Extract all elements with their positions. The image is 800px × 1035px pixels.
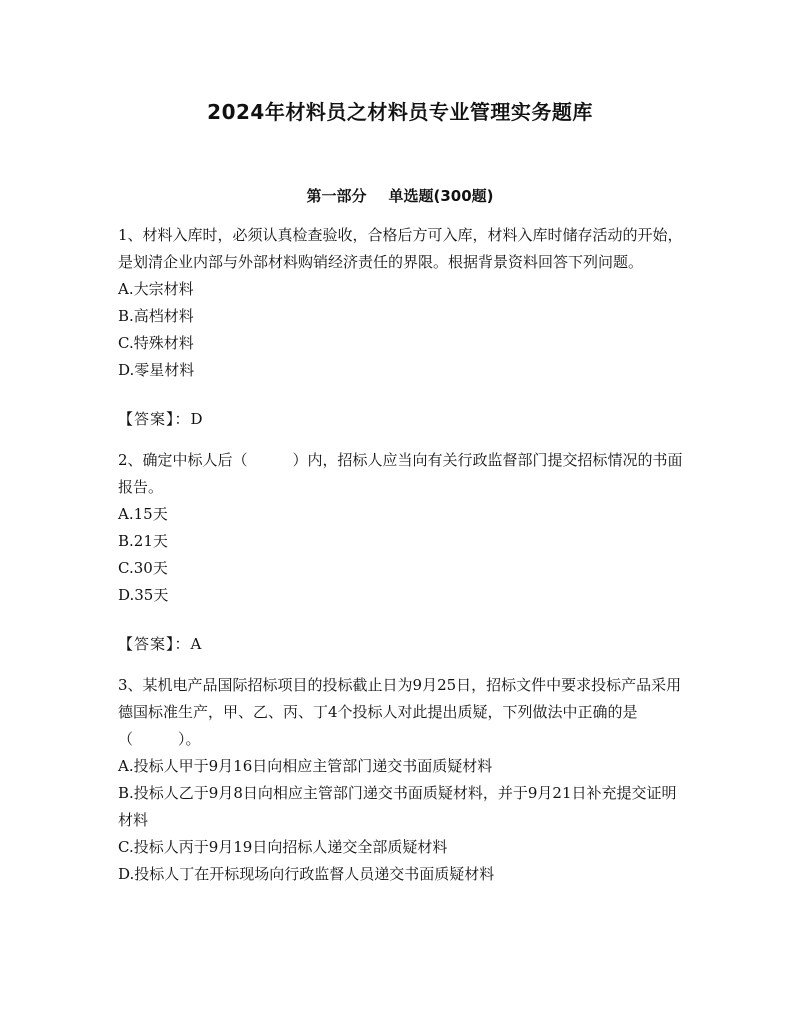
document-title: 2024年材料员之材料员专业管理实务题库: [207, 100, 593, 124]
question-stem: 2、确定中标人后（ ）内，招标人应当向有关行政监督部门提交招标情况的书面报告。: [118, 451, 683, 496]
option-c: C.30天: [118, 559, 168, 577]
option-b: B.21天: [118, 532, 168, 550]
option-a: A.大宗材料: [118, 280, 194, 298]
section-part: 第一部分: [306, 187, 367, 205]
option-d: D.35天: [118, 586, 169, 604]
option-b: B.高档材料: [118, 307, 194, 325]
answer-value: A: [190, 635, 202, 653]
option-c: C.投标人丙于9月19日向招标人递交全部质疑材料: [118, 838, 448, 856]
question-2: [118, 447, 688, 658]
question-stem: 1、材料入库时，必须认真检查验收，合格后方可入库，材料入库时储存活动的开始，是划清企业内部与外部材料购销经济责任的界限。根据背景资料回答下列问题。: [118, 226, 683, 271]
answer-line: [118, 406, 688, 433]
option-c: C.特殊材料: [118, 334, 194, 352]
question-list: [118, 222, 688, 888]
option-d: D.投标人丁在开标现场向行政监督人员递交书面质疑材料: [118, 865, 495, 883]
question-stem: 3、某机电产品国际招标项目的投标截止日为9月25日，招标文件中要求投标产品采用德国标准生产，甲、乙、丙、丁4个投标人对此提出质疑，下列做法中正确的是（ ）。: [118, 676, 682, 748]
option-a: A.投标人甲于9月16日向相应主管部门递交书面质疑材料: [118, 757, 493, 775]
option-a: A.15天: [118, 505, 168, 523]
answer-value: D: [190, 410, 203, 428]
section-heading: [0, 185, 800, 206]
answer-label: 【答案】：: [118, 635, 191, 653]
question-1: [118, 222, 688, 433]
section-name: 单选题(300题): [388, 187, 494, 205]
answer-label: 【答案】：: [118, 410, 191, 428]
option-d: D.零星材料: [118, 361, 195, 379]
question-3: [118, 672, 688, 888]
option-b: B.投标人乙于9月8日向相应主管部门递交书面质疑材料，并于9月21日补充提交证明材料: [118, 784, 677, 829]
answer-line: [118, 631, 688, 658]
